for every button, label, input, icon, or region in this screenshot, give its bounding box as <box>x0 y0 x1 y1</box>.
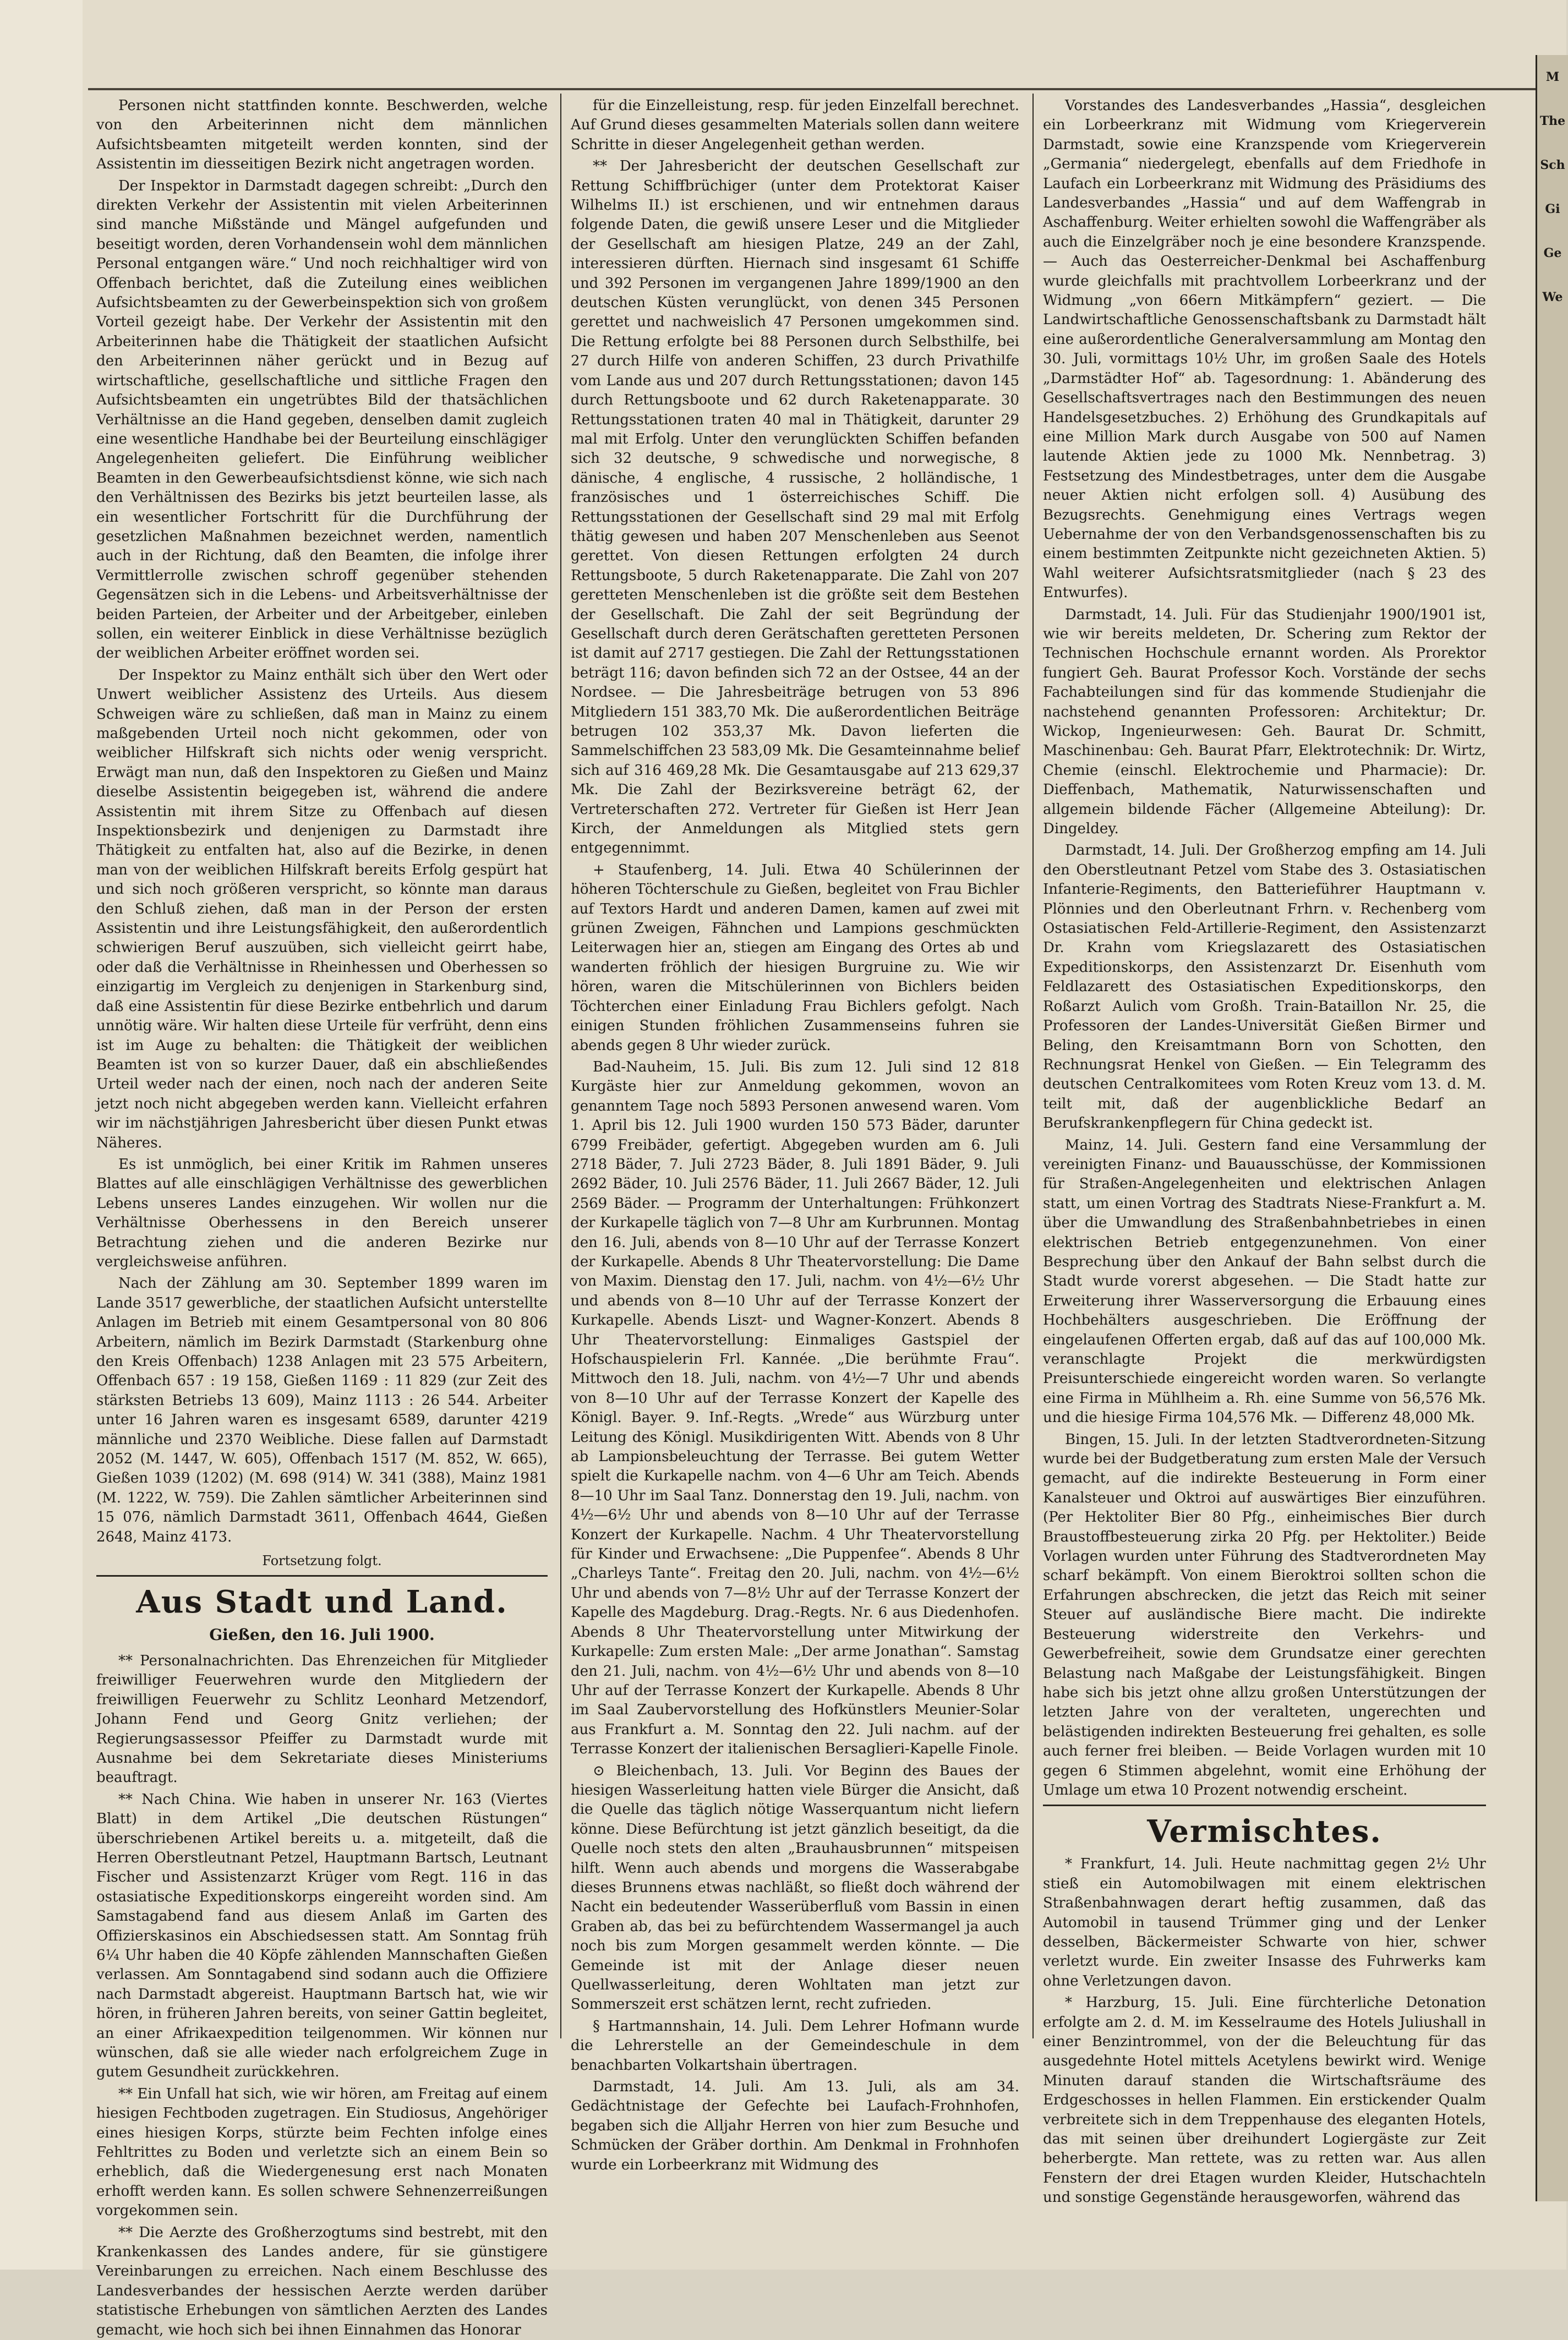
section-heading-vermischtes: Vermischtes. <box>1147 1813 1382 1850</box>
continued-note: Fortsetzung folgt. <box>262 1553 382 1569</box>
article-text: Nach der Zählung am 30. September 1899 waren im Lande 3517 gewerbliche, der staatlichen Aufsicht unterstellte Anlagen im Betrieb mit einem Gesamtpersonal von 80 806 Arbeitern, nämlich im Bezirk Darmstadt (Starkenburg ohne den Kreis Offenbach) 1238 Anlagen mit 23 575 Arbeitern, Offenbach 657 : 19 158, Gießen 1169 : 11 829 (zur Zeit des stärksten Betriebs 13 609), Mainz 1113 : 26 544. Arbeiter unter 16 Jahren waren es insgesamt 6589, darunter 4219 männliche und 2370 Weibliche. Diese fallen auf Darmstadt 2052 (M. 1447, W. 605), Offenbach 1517 (M. 852, W. 665), Gießen 1039 (1202) (M. 698 (914) W. 341 (388), Mainz 1981 (M. 1222, W. 759). Die Zahlen sämtlicher Arbeiterinnen sind 15 076, nämlich Darmstadt 3611, Offenbach 4644, Gießen 2648, Mainz 4173. <box>96 1275 548 1545</box>
edge-fragment: M <box>1545 70 1560 84</box>
column-1 <box>96 96 548 2338</box>
news-item: Darmstadt, 14. Juli. Am 13. Juli, als am 34. Gedächtnistage der Gefechte bei Laufach-Frohnhofen, begaben sich die Alljahr Herren von hier zum Besuche und Schmücken der Gräber dorthin. Am Denkmal in Frohnhofen wurde ein Lorbeerkranz mit Widmung des <box>571 2079 1019 2173</box>
article-text: Personen nicht stattfinden konnte. Beschwerden, welche von den Arbeiterinnen nicht dem männlichen Aufsichtsbeamten mitgeteilt werden konnten, sind der Assistentin im diesseitigen Bezirk nicht angetragen worden. <box>96 97 548 173</box>
news-item: für die Einzelleistung, resp. für jeden Einzelfall berechnet. Auf Grund dieses gesammelten Materials sollen dann weitere Schritte in dieser Angelegenheit gethan werden. <box>571 97 1019 153</box>
article-text: Der Inspektor zu Mainz enthält sich über den Wert oder Unwert weiblicher Assistenz des Urteils. Aus diesem Schweigen wäre zu schließen, daß man in Mainz zu einem maßgebenden Urteil noch nicht gekommen, oder von weiblicher Hilfskraft sich nichts oder wenig verspricht. Erwägt man nun, daß den Inspektoren zu Gießen und Mainz dieselbe Assistentin beigegeben ist, während die andere Assistentin mit ihrem Sitze zu Offenbach auf diesen Inspektionsbezirk und denjenigen zu Darmstadt ihre Thätigkeit zu entfalten hat, also auf die Bezirke, in denen man von der weiblichen Hilfskraft bereits Erfolg gespürt hat und sich noch größeren verspricht, so könnte man daraus den Schluß ziehen, daß man in der Person der ersten Assistentin und ihre Leistungsfähigkeit, den außerordentlich schwierigen Beruf auszuüben, sich vielleicht geirrt habe, oder daß die Verhältnisse in Rheinhessen und Oberhessen so einzigartig im Vergleich zu denjenigen in Starkenburg sind, daß eine Assistentin für diese Bezirke entbehrlich und darum unnötig wäre. Wir halten diese Urteile für verfrüht, denn eins ist im Auge zu behalten: die Thätigkeit der weiblichen Beamten ist von so kurzer Dauer, daß ein abschließendes Urteil weder nach der einen, noch nach der anderen Seite jetzt noch nicht abgegeben werden kann. Vielleicht erfahren wir im nächstjährigen Jahresbericht über diesen Punkt etwas Näheres. <box>96 666 548 1151</box>
news-item: ** Ein Unfall hat sich, wie wir hören, am Freitag auf einem hiesigen Fechtboden zugetragen. Ein Studiosus, Angehöriger eines hiesigen Korps, stürzte beim Fechten infolge eines Fehltrittes zu Boden und verletzte sich an einem Bein so erheblich, daß die Wiedergenesung erst nach Monaten erhofft werden kann. Es sollen schwere Sehnenzerreißungen vorgekommen sein. <box>96 2085 548 2219</box>
section-rule <box>96 1575 548 1577</box>
column-separator <box>560 94 561 2038</box>
column-3 <box>1043 96 1486 2206</box>
article-text: Es ist unmöglich, bei einer Kritik im Rahmen unseres Blattes auf alle einschlägigen Verhältnisse des gewerblichen Lebens unseres Landes einzugehen. Wir wollen nur die Verhältnisse Oberhessens in den Bereich unserer Betrachtung ziehen und die anderen Bezirke nur vergleichsweise anführen. <box>96 1156 548 1270</box>
adjacent-page-edge <box>1536 55 1568 2201</box>
dateline: Gießen, den 16. Juli 1900. <box>209 1626 435 1644</box>
news-item: Mainz, 14. Juli. Gestern fand eine Versammlung der vereinigten Finanz- und Bauausschüsse, der Kommissionen für Straßen-Angelegenheiten und elektrischen Anlagen statt, um einen Vortrag des Stadtrats Niese-Frankfurt a. M. über die Umwandlung des Straßenbahnbetriebes in einen elektrischen Betrieb entgegenzunehmen. Von einer Besprechung über den Ankauf der Bahn selbst durch die Stadt wurde vorerst abgesehen. — Die Stadt hatte zur Erweiterung ihrer Wasserversorgung die Erbauung eines Hochbehälters ausgeschrieben. Die Eröffnung der eingelaufenen Offerten ergab, daß auf das auf 100,000 Mk. veranschlagte Projekt die merkwürdigsten Preisunterschiede eingereicht worden waren. So verlangte eine Firma in Mühlheim a. Rh. eine Summe von 56,576 Mk. und die hiesige Firma 104,576 Mk. — Differenz 48,000 Mk. <box>1043 1136 1486 1426</box>
news-item: * Frankfurt, 14. Juli. Heute nachmittag gegen 2½ Uhr stieß ein Automobilwagen mit einem elektrischen Straßenbahnwagen derart heftig zusammen, daß das Automobil in tausend Trümmer ging und der Lenker desselben, Bäckermeister Schwarte von hier, schwer verletzt wurde. Ein zweiter Insasse des Fuhrwerks kam ohne Verletzungen davon. <box>1043 1856 1486 1989</box>
news-item: ⊙ Bleichenbach, 13. Juli. Vor Beginn des Baues der hiesigen Wasserleitung hatten viele Bürger die Ansicht, daß die Quelle das täglich nötige Wasserquantum nicht liefern könne. Diese Befürchtung ist jetzt gänzlich beseitigt, da die Quelle noch stets den alten „Brauhausbrunnen“ mitspeisen hilft. Wenn auch abends und morgens die Wasserabgabe dieses Brunnens etwas nachläßt, so fließt doch während der Nacht ein bedeutender Wasserüberfluß vom Bassin in einen Graben ab, das bei zu befürchtendem Wassermangel ja auch noch bis zum Morgen gesammelt werden könnte. — Die Gemeinde ist mit der Anlage dieser neuen Quellwasserleitung, deren Wohltaten man jetzt zur Sommerszeit erst schätzen lernt, recht zufrieden. <box>571 1762 1019 2013</box>
news-item: ** Nach China. Wie haben in unserer Nr. 163 (Viertes Blatt) in dem Artikel „Die deutschen Rüstungen“ überschriebenen Artikel bereits u. a. mitgeteilt, daß die Herren Oberstleutnant Petzel, Hauptmann Bartsch, Leutnant Fischer und Assistenzarzt Krüger vom Regt. 116 in das ostasiatische Expeditionskorps eingereiht worden sind. Am Samstagabend fand aus diesem Anlaß im Garten des Offizierskasinos ein Abschiedsessen statt. Am Sonntag früh 6¼ Uhr haben die 40 Köpfe zählenden Mannschaften Gießen verlassen. Am Sonntagabend sind sodann auch die Offiziere nach Darmstadt abgereist. Hauptmann Bartsch hat, wie wir hören, in früheren Jahren bereits, von seiner Gattin begleitet, an einer Afrikaexpedition teilgenommen. Wir können nur wünschen, daß sie alle wieder nach erfolgreichem Zuge in gutem Gesundheit zurückkehren. <box>96 1791 548 2081</box>
news-item: Vorstandes des Landesverbandes „Hassia“, desgleichen ein Lorbeerkranz mit Widmung vom Kriegerverein Darmstadt, sowie eine Kranzspende vom Kriegerverein „Germania“ niedergelegt, ebenfalls auf dem Friedhofe in Laufach ein Lorbeerkranz mit Widmung des Präsidiums des Landesverbandes „Hassia“ und auf dem Waffengrab in Aschaffenburg. Weiter erhielten sowohl die Waffengräber als auch die Einzelgräber noch je eine besondere Kranzspende. — Auch das Oesterreicher-Denkmal bei Aschaffenburg wurde gleichfalls mit prachtvollem Lorbeerkranz und der Widmung „von 66ern Mitkämpfern“ geziert. — Die Landwirtschaftliche Genossenschaftsbank zu Darmstadt hält eine außerordentliche Generalversammlung am Montag den 30. Juli, vormittags 10½ Uhr, im großen Saale des Hotels „Darmstädter Hof“ ab. Tagesordnung: 1. Abänderung des Gesellschaftsvertrages nach den Bestimmungen des neuen Handelsgesetzbuches. 2) Erhöhung des Grundkapitals auf eine Million Mark durch Ausgabe von 500 auf Namen lautende Aktien jede zu 1000 Mk. Nennbetrag. 3) Festsetzung des Mindestbetrages, unter dem die Ausgabe neuer Aktien nicht erfolgen soll. 4) Ausübung des Bezugsrechts. Genehmigung eines Vertrags wegen Uebernahme der von den Verbandsgenossenschaften bis zu einem bestimmten Zeitpunkte nicht gezeichneten Aktien. 5) Wahl weiterer Aufsichtsratsmitglieder (nach § 23 des Entwurfes). <box>1043 97 1486 602</box>
edge-fragment: Ge <box>1543 246 1562 260</box>
article-text: Der Inspektor in Darmstadt dagegen schreibt: „Durch den direkten Verkehr der Assistentin mit vielen Arbeiterinnen sind manche Mißstände und Mängel aufgefunden und beseitigt worden, deren Vorhandensein wohl dem männlichen Personal entgangen wäre.“ Und noch reichhaltiger wird von Offenbach berichtet, daß die Zuteilung eines weiblichen Aufsichtsbeamten zu der Gewerbeinspektion sich von großem Vorteil gezeigt habe. Der Verkehr der Assistentin mit den Arbeiterinnen habe die Thätigkeit der staatlichen Aufsicht den Arbeiterinnen näher gerückt und in Bezug auf wirtschaftliche, gesellschaftliche und sittliche Fragen den Aufsichtsbeamten ein ungetrübtes Bild der thatsächlichen Verhältnisse an die Hand gegeben, denselben damit zugleich eine wesentliche Handhabe bei der Beurteilung einschlägiger Angelegenheiten geliefert. Die Einführung weiblicher Beamten in den Gewerbeaufsichtsdienst könne, wie sich nach den Verhältnissen des Bezirks bis jetzt beurteilen lasse, als ein wesentlicher Fortschritt für die Durchführung der gesetzlichen Maßnahmen bezeichnet werden, namentlich auch in der Richtung, daß den Beamten, die infolge ihrer Vermittlerrolle zwischen schroff gegenüber stehenden Gegensätzen sich in die Lebens- und Arbeitsverhältnisse der beiden Parteien, der Arbeiter und der Arbeitgeber, einleben sollen, ein weiterer Einblick in diese Verhältnisse bezüglich der weiblichen Arbeiter eröffnet worden sei. <box>96 177 548 662</box>
scan-margin <box>0 0 83 2270</box>
news-item: Darmstadt, 14. Juli. Der Großherzog empfing am 14. Juli den Oberstleutnant Petzel vom Stabe des 3. Ostasiatischen Infanterie-Regiments, den Batterieführer Hauptmann v. Plönnies und den Oberleutnant Frhrn. v. Rechenberg vom Ostasiatischen Feld-Artillerie-Regiment, den Assistenzarzt Dr. Krahn vom Kriegslazarett des Ostasiatischen Expeditionskorps, den Assistenzarzt Dr. Eisenhuth vom Feldlazarett des Ostasiatischen Expeditionskorps, den Roßarzt Aulich vom Großh. Train-Bataillon Nr. 25, die Professoren der Landes-Universität Gießen Birmer und Beling, den Kreisamtmann Born von Schotten, den Rechnungsrat Henkel von Gießen. — Ein Telegramm des deutschen Centralkomitees vom Roten Kreuz vom 13. d. M. teilt mit, daß der augenblickliche Bedarf an Berufskrankenpflegern für China gedeckt ist. <box>1043 842 1486 1132</box>
news-item: ** Der Jahresbericht der deutschen Gesellschaft zur Rettung Schiffbrüchiger (unter dem Protektorat Kaiser Wilhelms II.) ist erschienen, und wir entnehmen daraus folgende Daten, die gewiß unsere Leser und die Mitglieder der Gesellschaft am hiesigen Platze, 249 an der Zahl, interessieren dürften. Hiernach sind insgesamt 61 Schiffe und 392 Personen im vergangenen Jahre 1899/1900 an den deutschen Küsten verunglückt, von denen 345 Personen gerettet und nachweislich 47 Personen umgekommen sind. Die Rettung erfolgte bei 88 Personen durch Selbsthilfe, bei 27 durch Hilfe von anderen Schiffen, 23 durch Privathilfe vom Lande aus und 207 durch Rettungsstationen; davon 145 durch Rettungsboote und 62 durch Raketenapparate. 30 Rettungsstationen traten 40 mal in Thätigkeit, darunter 29 mal mit Erfolg. Unter den verunglückten Schiffen befanden sich 32 deutsche, 9 schwedische und norwegische, 8 dänische, 4 englische, 4 russische, 2 holländische, 1 französisches und 1 österreichisches Schiff. Die Rettungsstationen der Gesellschaft sind 29 mal mit Erfolg thätig gewesen und haben 207 Menschenleben aus Seenot gerettet. Von diesen Rettungen erfolgten 24 durch Rettungsboote, 5 durch Raketenapparate. Die Zahl von 207 geretteten Menschenleben ist die größte seit dem Bestehen der Gesellschaft. Die Zahl der seit Begründung der Gesellschaft durch deren Gerätschaften geretteten Personen ist damit auf 2717 gestiegen. Die Zahl der Rettungsstationen beträgt 116; davon befinden sich 72 an der Ostsee, 44 an der Nordsee. — Die Jahresbeiträge betrugen von 53 896 Mitgliedern 151 383,70 Mk. Die außerordentlichen Beiträge betrugen 102 353,37 Mk. Davon lieferten die Sammelschiffchen 23 583,09 Mk. Die Gesamteinnahme belief sich auf 316 469,28 Mk. Die Gesamtausgabe auf 213 629,37 Mk. Die Zahl der Bezirksvereine beträgt 62, der Vertreterschaften 272. Vertreter für Gießen ist Herr Jean Kirch, der Anmeldungen als Mitglied stets gern entgegennimmt. <box>571 158 1019 857</box>
column-separator <box>1032 94 1034 2038</box>
news-item: § Hartmannshain, 14. Juli. Dem Lehrer Hofmann wurde die Lehrerstelle an der Gemeindeschule in dem benachbarten Volkartshain übertragen. <box>571 2018 1019 2074</box>
section-heading: Aus Stadt und Land. <box>136 1584 508 1621</box>
edge-fragment: Gi <box>1545 202 1560 216</box>
top-rule <box>88 88 1536 90</box>
news-item: ** Die Aerzte des Großherzogtums sind bestrebt, mit den Krankenkassen des Landes andere, für sie günstigere Vereinbarungen zu erreichen. Nach einem Beschlusse des Landesverbandes der hessischen Aerzte werden darüber statistische Erhebungen von sämtlichen Aerzten des Landes gemacht, wie hoch sich bei ihnen Einnahmen das Honorar <box>96 2224 548 2338</box>
column-2 <box>571 96 1019 2173</box>
news-item: ** Personalnachrichten. Das Ehrenzeichen für Mitglieder freiwilliger Feuerwehren wurde den Mitgliedern der freiwilligen Feuerwehr zu Schlitz Leonhard Metzendorf, Johann Fend und Georg Gnitz verliehen; der Regierungsassessor Pfeiffer zu Darmstadt wurde mit Ausnahme bei dem Sekretariate dieses Ministeriums beauftragt. <box>96 1652 548 1786</box>
news-item: * Harzburg, 15. Juli. Eine fürchterliche Detonation erfolgte am 2. d. M. im Kesselraume des Hotels Juliushall in einer Benzintrommel, von der die Beleuchtung für das ausgedehnte Hotel mittels Acetylens bewirkt wird. Wenige Minuten darauf standen die Wirtschaftsräume des Erdgeschosses in hellen Flammen. Ein erstickender Qualm verbreitete sich in dem Treppenhause des eleganten Hotels, das mit seinen über dreihundert Logiergäste zur Zeit beherbergte. Man rettete, was zu retten war. Aus allen Fenstern der drei Etagen wurden Kleider, Hutschachteln und sonstige Gegenstände herausgeworfen, während das <box>1043 1994 1486 2206</box>
edge-fragment: We <box>1542 290 1563 304</box>
edge-fragment: Sch <box>1540 158 1565 172</box>
news-item: Bad-Nauheim, 15. Juli. Bis zum 12. Juli sind 12 818 Kurgäste hier zur Anmeldung gekommen, wovon an genanntem Tage noch 5893 Personen anwesend waren. Vom 1. April bis 12. Juli 1900 wurden 150 573 Bäder, darunter 6799 Freibäder, gefertigt. Abgegeben wurden am 6. Juli 2718 Bäder, 7. Juli 2723 Bäder, 8. Juli 1891 Bäder, 9. Juli 2692 Bäder, 10. Juli 2576 Bäder, 11. Juli 2667 Bäder, 12. Juli 2569 Bäder. — Programm der Unterhaltungen: Frühkonzert der Kurkapelle täglich von 7—8 Uhr am Kurbrunnen. Montag den 16. Juli, abends von 8—10 Uhr auf der Terrasse Konzert der Kurkapelle. Abends 8 Uhr Theatervorstellung: Die Dame von Maxim. Dienstag den 17. Juli, nachm. von 4½—6½ Uhr und abends von 8—10 Uhr auf der Terrasse Konzert der Kurkapelle. Abends Liszt- und Wagner-Konzert. Abends 8 Uhr Theatervorstellung: Einmaliges Gastspiel der Hofschauspielerin Frl. Kannée. „Die berühmte Frau“. Mittwoch den 18. Juli, nachm. von 4½—7 Uhr und abends von 8—10 Uhr auf der Terrasse Konzert der Kapelle des Königl. Bayer. 9. Inf.-Regts. „Wrede“ aus Würzburg unter Leitung des Königl. Musikdirigenten Witt. Abends von 8 Uhr ab Lampionsbeleuchtung der Terrasse. Bei gutem Wetter spielt die Kurkapelle nachm. von 4—6 Uhr am Teich. Abends 8—10 Uhr im Saal Tanz. Donnerstag den 19. Juli, nachm. von 4½—6½ Uhr und abends von 8—10 Uhr auf der Terrasse Konzert der Kurkapelle. Nachm. 4 Uhr Theatervorstellung für Kinder und Erwachsene: „Die Puppenfee“. Abends 8 Uhr „Charleys Tante“. Freitag den 20. Juli, nachm. von 4½—6½ Uhr und abends von 7—8½ Uhr auf der Terrasse Konzert der Kapelle des Magdeburg. Drag.-Regts. Nr. 6 aus Diedenhofen. Abends 8 Uhr Theatervorstellung unter Mitwirkung der Kurkapelle: Zum ersten Male: „Der arme Jonathan“. Samstag den 21. Juli, nachm. von 4½—6½ Uhr und abends von 8—10 Uhr auf der Terrasse Konzert der Kurkapelle. Abends 8 Uhr im Saal Zaubervorstellung des Hofkünstlers Meunier-Solar aus Frankfurt a. M. Sonntag den 22. Juli nachm. auf der Terrasse Konzert der italienischen Bersaglieri-Kapelle Finole. <box>571 1058 1019 1758</box>
edge-fragment: The <box>1539 114 1566 128</box>
news-item: Darmstadt, 14. Juli. Für das Studienjahr 1900/1901 ist, wie wir bereits meldeten, Dr. Schering zum Rektor der Technischen Hochschule ernannt worden. Als Prorektor fungiert Geh. Baurat Professor Koch. Vorstände der sechs Fachabteilungen sind für das kommende Studienjahr die nachstehend genannten Professoren: Architektur; Dr. Wickop, Ingenieurwesen: Geh. Baurat Dr. Schmitt, Maschinenbau: Geh. Baurat Pfarr, Elektrotechnik: Dr. Wirtz, Chemie (einschl. Elektrochemie und Pharmacie): Dr. Dieffenbach, Mathematik, Naturwissenschaften und allgemein bildende Fächer (Allgemeine Abteilung): Dr. Dingeldey. <box>1043 606 1486 838</box>
news-item: + Staufenberg, 14. Juli. Etwa 40 Schülerinnen der höheren Töchterschule zu Gießen, begleitet von Frau Bichler auf Textors Hardt und anderen Damen, kamen auf zwei mit grünen Zweigen, Fähnchen und Lampions geschmückten Leiterwagen hier an, stiegen am Eingang des Ortes ab und wanderten fröhlich der hiesigen Burgruine zu. Wie wir hören, waren die Mitschülerinnen von Bichlers beiden Töchterchen einer Einladung Frau Bichlers gefolgt. Nach einigen Stunden fröhlichen Zusammenseins fuhren sie abends gegen 8 Uhr wieder zurück. <box>571 861 1019 1054</box>
section-rule <box>1043 1805 1486 1806</box>
news-item: Bingen, 15. Juli. In der letzten Stadtverordneten-Sitzung wurde bei der Budgetberatung zum ersten Male der Versuch gemacht, auf die indirekte Besteuerung in Form einer Kanalsteuer und Oktroi auf auswärtiges Bier einzuführen. (Per Hektoliter Bier 80 Pfg., einheimisches Bier durch Braustoffbesteuerung zirka 20 Pfg. per Hektoliter.) Beide Vorlagen wurden unter Führung des Stadtverordneten May scharf bekämpft. Von einem Bieroktroi sollten schon die Erfahrungen abschrecken, die jetzt das Reich mit seiner Steuer auf ausländische Biere macht. Die indirekte Besteuerung widerstreite den Verkehrs- und Gewerbefreiheit, sowie dem Grundsatze einer gerechten Belastung nach Maßgabe der Leistungsfähigkeit. Bingen habe sich bis jetzt ohne allzu großen Unterstützungen der letzten Jahre von der veralteten, ungerechten und belästigenden indirekten Besteuerung frei gehalten, es solle auch ferner frei bleiben. — Beide Vorlagen wurden mit 10 gegen 6 Stimmen abgelehnt, womit eine Erhöhung der Umlage um etwa 10 Prozent notwendig erscheint. <box>1043 1431 1486 1798</box>
